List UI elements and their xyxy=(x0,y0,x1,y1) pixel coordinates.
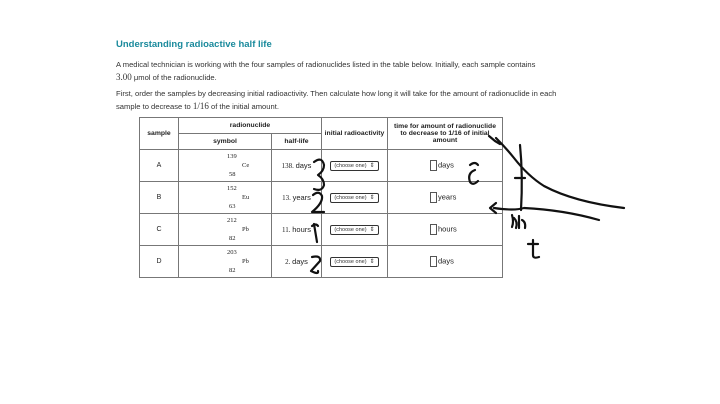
ink-label-half xyxy=(512,215,525,228)
radioactivity-select[interactable]: (choose one) ⇕ xyxy=(330,257,378,267)
nuclide-symbol: 203 Pb 82 xyxy=(227,249,249,274)
radionuclide-table xyxy=(139,117,503,278)
ink-label-t xyxy=(528,240,539,258)
header-radionuclide: radionuclide xyxy=(179,118,322,134)
header-time: time for amount of radionuclide to decrease to 1/16 of initial amount xyxy=(388,118,503,150)
time-input[interactable] xyxy=(430,256,437,267)
fraction: 1/16 xyxy=(192,101,209,111)
header-half-life: half-life xyxy=(272,134,322,150)
ink-vertical-line xyxy=(520,145,522,210)
header-symbol: symbol xyxy=(179,134,272,150)
nuclide-symbol: 152 Eu 63 xyxy=(227,185,250,210)
time-unit: hours xyxy=(438,224,457,234)
radioactivity-select[interactable]: (choose one) ⇕ xyxy=(330,225,378,235)
time-unit: days xyxy=(438,160,454,170)
time-input[interactable] xyxy=(430,192,437,203)
sample-label: C xyxy=(140,214,179,246)
ink-decay-curve xyxy=(496,138,624,208)
radioactivity-select[interactable]: (choose one) ⇕ xyxy=(330,161,378,171)
time-input[interactable] xyxy=(430,160,437,171)
intro-unit: μmol of the radionuclide. xyxy=(133,73,217,82)
table-row xyxy=(140,150,503,182)
intro-paragraph xyxy=(116,59,636,84)
half-life-cell: 13. years xyxy=(272,182,322,214)
half-life-cell: 138. days xyxy=(272,150,322,182)
sample-label: A xyxy=(140,150,179,182)
time-unit: days xyxy=(438,256,454,266)
instructions-paragraph xyxy=(116,88,636,113)
header-sample: sample xyxy=(140,118,179,150)
ink-horizontal-line xyxy=(494,208,599,220)
sample-label: B xyxy=(140,182,179,214)
time-unit: years xyxy=(438,192,457,202)
page-title: Understanding radioactive half life xyxy=(116,39,272,50)
time-input[interactable] xyxy=(430,224,437,235)
nuclide-symbol: 212 Pb 82 xyxy=(227,217,249,242)
half-life-cell: 2. days xyxy=(272,246,322,278)
table-row xyxy=(140,214,503,246)
table-row xyxy=(140,182,503,214)
instructions-text: First, order the samples by decreasing initial radioactivity. Then calculate how long it will take for the amount of radionuclide in each xyxy=(116,89,557,98)
header-initial-radioactivity: initial radioactivity xyxy=(322,118,388,150)
sample-label: D xyxy=(140,246,179,278)
nuclide-symbol: 139 Ce 58 xyxy=(227,153,250,178)
table-row xyxy=(140,246,503,278)
instructions-text-3: of the initial amount. xyxy=(210,102,279,111)
intro-text: A medical technician is working with the four samples of radionuclides listed in the table below. Initially, each sample contains xyxy=(116,60,536,69)
initial-amount: 3.00 xyxy=(116,72,132,82)
instructions-text-2: sample to decrease to xyxy=(116,102,191,111)
half-life-cell: 11. hours xyxy=(272,214,322,246)
radioactivity-select[interactable]: (choose one) ⇕ xyxy=(330,193,378,203)
